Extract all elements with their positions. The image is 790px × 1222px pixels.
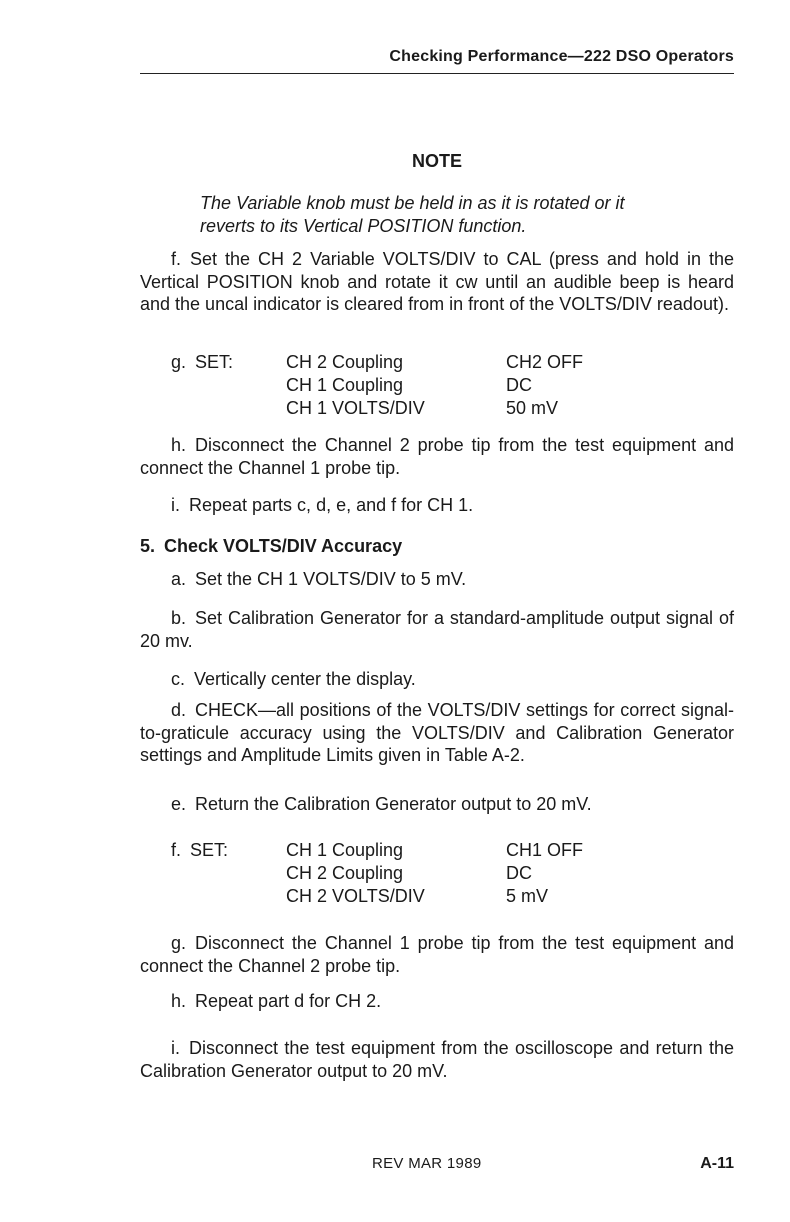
setting-value: DC bbox=[506, 375, 532, 395]
settings-row bbox=[171, 351, 731, 374]
step-5g-paragraph: g. Disconnect the Channel 1 probe tip from the test equipment and connect the Channel 2 probe tip. bbox=[140, 933, 734, 976]
settings-label: f. SET: bbox=[171, 840, 229, 860]
settings-row bbox=[171, 839, 731, 862]
settings-row bbox=[171, 397, 731, 420]
setting-value: 50 mV bbox=[506, 398, 559, 418]
settings-row bbox=[171, 374, 731, 397]
note-text: The Variable knob must be held in as it is rotated or it reverts to its Vertical POSITION function. bbox=[200, 193, 625, 236]
step-5f-settings bbox=[171, 839, 731, 908]
step-5h-paragraph: h. Repeat part d for CH 2. bbox=[171, 991, 382, 1011]
step-4g-settings bbox=[171, 351, 731, 420]
page-number: A-11 bbox=[700, 1155, 734, 1172]
step-5e-paragraph: e. Return the Calibration Generator output to 20 mV. bbox=[171, 794, 592, 814]
step-4f-paragraph: f. Set the CH 2 Variable VOLTS/DIV to CAL (press and hold in the Vertical POSITION knob and rotate it cw until an audible beep is heard and the uncal indicator is cleared from in front of the VOLTS/DIV readout). bbox=[140, 249, 734, 314]
step-4i-paragraph: i. Repeat parts c, d, e, and f for CH 1. bbox=[171, 495, 474, 515]
note-title: NOTE bbox=[411, 151, 462, 171]
section-heading: 5. Check VOLTS/DIV Accuracy bbox=[140, 536, 403, 556]
setting-item: CH 1 Coupling bbox=[286, 840, 404, 860]
step-4h-paragraph: h. Disconnect the Channel 2 probe tip from the test equipment and connect the Channel 1 probe tip. bbox=[140, 435, 734, 478]
setting-value: CH2 OFF bbox=[506, 352, 584, 372]
settings-row bbox=[171, 885, 731, 908]
running-head: Checking Performance—222 DSO Operators bbox=[389, 48, 734, 65]
setting-value: CH1 OFF bbox=[506, 840, 584, 860]
header-rule bbox=[140, 73, 734, 74]
step-5c-paragraph: c. Vertically center the display. bbox=[171, 669, 416, 689]
step-5i-paragraph: i. Disconnect the test equipment from the oscilloscope and return the Calibration Generator output to 20 mV. bbox=[140, 1038, 734, 1081]
setting-item: CH 2 Coupling bbox=[286, 352, 404, 372]
step-5a-paragraph: a. Set the CH 1 VOLTS/DIV to 5 mV. bbox=[171, 569, 467, 589]
setting-value: 5 mV bbox=[506, 886, 549, 906]
revision-date: REV MAR 1989 bbox=[372, 1155, 482, 1172]
setting-value: DC bbox=[506, 863, 532, 883]
step-5b-paragraph: b. Set Calibration Generator for a standard-amplitude output signal of 20 mv. bbox=[140, 608, 734, 651]
settings-row bbox=[171, 862, 731, 885]
setting-item: CH 2 VOLTS/DIV bbox=[286, 886, 425, 906]
setting-item: CH 1 Coupling bbox=[286, 375, 404, 395]
step-5d-paragraph: d. CHECK—all positions of the VOLTS/DIV settings for correct signal-to-graticule accuracy using the VOLTS/DIV and Calibration Generator settings and Amplitude Limits given in Table A-2. bbox=[140, 700, 734, 765]
setting-item: CH 2 Coupling bbox=[286, 863, 404, 883]
setting-item: CH 1 VOLTS/DIV bbox=[286, 398, 425, 418]
settings-label: g. SET: bbox=[171, 352, 234, 372]
